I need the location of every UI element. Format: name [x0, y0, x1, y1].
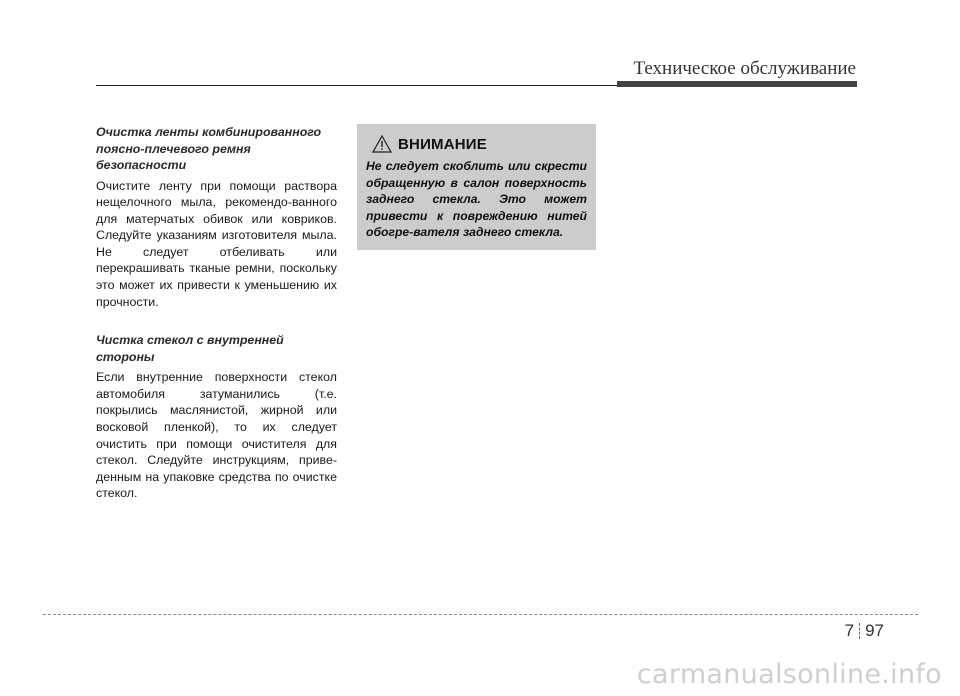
footer-rule: [43, 614, 918, 615]
warning-triangle-icon: [372, 135, 392, 153]
chapter-number: 7: [844, 621, 855, 640]
glass-cleaning-heading: Чистка стекол с внутренней стороны: [96, 333, 284, 364]
warning-box: [357, 124, 596, 250]
warning-header: [372, 134, 587, 154]
header-accent-bar: [617, 81, 857, 87]
page-number-separator: [859, 623, 860, 639]
warning-text: Не следует скоблить или скрести обращенную в салон поверхность заднего стекла. Это может привести к повреждению нитей обогре-вателя заднего стекла.: [366, 159, 587, 239]
page-number-value: 97: [865, 621, 884, 640]
section-header-title: Техническое обслуживание: [633, 58, 856, 79]
header-rule: [96, 85, 617, 86]
watermark: carmanualsonline.info: [636, 659, 942, 690]
page-number: [845, 621, 884, 641]
belt-cleaning-text: Очистите ленту при помощи раствора нещелочного мыла, рекомендо-ванного для матерчатых обивок или ковриков. Следуйте указаниям изготовителя мыла. Не следует отбеливать или перекрашивать тканые ремни, поскольку это может их привести к уменьшению их прочности.: [96, 178, 337, 309]
glass-cleaning-text: Если внутренние поверхности стекол автомобиля затуманились (т.е. покрылись маслянистой, жирной или восковой пленкой), то их следует очистить при помощи очистителя для стекол. Следуйте инструкциям, приве-денным на упаковке средства по очистке стекол.: [96, 370, 337, 501]
warning-title: ВНИМАНИЕ: [398, 135, 487, 153]
belt-cleaning-heading: Очистка ленты комбинированного поясно-плечевого ремня безопасности: [96, 125, 322, 172]
left-column: [96, 124, 337, 502]
